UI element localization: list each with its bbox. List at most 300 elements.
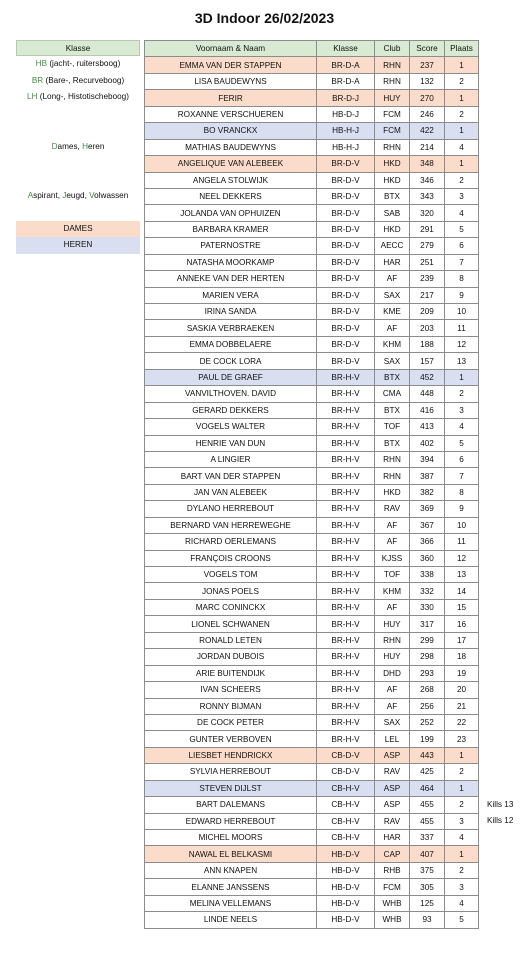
- table-row: [145, 90, 479, 106]
- cell-name: RICHARD OERLEMANS: [145, 534, 317, 550]
- cell-club: HAR: [375, 830, 410, 846]
- table-row: [145, 188, 479, 204]
- cell-score: 338: [410, 567, 445, 583]
- cell-plaats: 10: [445, 304, 479, 320]
- cell-club: KJSS: [375, 550, 410, 566]
- cell-name: A LINGIER: [145, 451, 317, 467]
- cell-plaats: 2: [445, 386, 479, 402]
- cell-plaats: 4: [445, 895, 479, 911]
- cell-plaats: 1: [445, 846, 479, 862]
- table-row: [145, 402, 479, 418]
- cell-klasse: BR-H-V: [317, 649, 375, 665]
- cell-score: 299: [410, 632, 445, 648]
- cell-name: VOGELS WALTER: [145, 419, 317, 435]
- legend-text: olwassen: [94, 190, 129, 200]
- cell-score: 256: [410, 698, 445, 714]
- cell-score: 367: [410, 517, 445, 533]
- legend-text: eren: [88, 141, 105, 151]
- table-row: [145, 57, 479, 73]
- cell-name: IRINA SANDA: [145, 304, 317, 320]
- cell-score: 337: [410, 830, 445, 846]
- table-row: [145, 698, 479, 714]
- legend-item-br: [16, 73, 140, 89]
- table-row: [145, 879, 479, 895]
- column-header-score: Score: [410, 41, 445, 57]
- cell-club: AF: [375, 320, 410, 336]
- cell-name: MICHEL MOORS: [145, 830, 317, 846]
- cell-name: GERARD DEKKERS: [145, 402, 317, 418]
- cell-klasse: BR-D-V: [317, 271, 375, 287]
- cell-klasse: BR-H-V: [317, 386, 375, 402]
- cell-score: 382: [410, 484, 445, 500]
- cell-name: PATERNOSTRE: [145, 238, 317, 254]
- table-row: [145, 484, 479, 500]
- legend-text: eugd,: [66, 190, 90, 200]
- legend-spacer: [16, 204, 140, 220]
- cell-club: RHN: [375, 57, 410, 73]
- cell-score: 217: [410, 287, 445, 303]
- legend-text: ames,: [57, 141, 83, 151]
- cell-name: LIONEL SCHWANEN: [145, 616, 317, 632]
- table-row: [145, 419, 479, 435]
- cell-plaats: 9: [445, 501, 479, 517]
- cell-name: NATASHA MOORKAMP: [145, 254, 317, 270]
- cell-name: RONNY BIJMAN: [145, 698, 317, 714]
- cell-klasse: HB-H-J: [317, 139, 375, 155]
- cell-klasse: HB-D-J: [317, 106, 375, 122]
- table-row: [145, 336, 479, 352]
- cell-plaats: 21: [445, 698, 479, 714]
- cell-plaats: 2: [445, 764, 479, 780]
- cell-score: 132: [410, 73, 445, 89]
- cell-name: IVAN SCHEERS: [145, 682, 317, 698]
- table-row: [145, 813, 479, 829]
- cell-name: ANGELIQUE VAN ALEBEEK: [145, 156, 317, 172]
- table-row: [145, 764, 479, 780]
- cell-club: HKD: [375, 156, 410, 172]
- legend-dames-heren: [16, 139, 140, 155]
- cell-plaats: 4: [445, 830, 479, 846]
- cell-score: 279: [410, 238, 445, 254]
- cell-klasse: BR-H-V: [317, 665, 375, 681]
- cell-plaats: 12: [445, 550, 479, 566]
- cell-club: AF: [375, 271, 410, 287]
- cell-name: BART VAN DER STAPPEN: [145, 468, 317, 484]
- cell-plaats: 3: [445, 813, 479, 829]
- cell-score: 452: [410, 369, 445, 385]
- cell-club: AF: [375, 534, 410, 550]
- cell-club: HKD: [375, 221, 410, 237]
- table-row: [145, 583, 479, 599]
- cell-club: SAX: [375, 714, 410, 730]
- cell-name: LIESBET HENDRICKX: [145, 747, 317, 763]
- legend-age-categories: [16, 188, 140, 204]
- cell-klasse: BR-D-V: [317, 287, 375, 303]
- cell-club: HAR: [375, 254, 410, 270]
- cell-name: HENRIE VAN DUN: [145, 435, 317, 451]
- legend-code: H: [82, 141, 89, 151]
- cell-plaats: 17: [445, 632, 479, 648]
- cell-score: 251: [410, 254, 445, 270]
- cell-score: 188: [410, 336, 445, 352]
- cell-plaats: 12: [445, 336, 479, 352]
- cell-name: PAUL DE GRAEF: [145, 369, 317, 385]
- cell-score: 270: [410, 90, 445, 106]
- table-row: [145, 912, 479, 928]
- cell-klasse: BR-H-V: [317, 468, 375, 484]
- legend-header: Klasse: [16, 40, 140, 56]
- cell-name: MELINA VELLEMANS: [145, 895, 317, 911]
- cell-plaats: 8: [445, 484, 479, 500]
- cell-klasse: HB-D-V: [317, 912, 375, 928]
- table-row: [145, 714, 479, 730]
- cell-plaats: 1: [445, 57, 479, 73]
- cell-club: CMA: [375, 386, 410, 402]
- cell-plaats: 5: [445, 912, 479, 928]
- cell-name: FERIR: [145, 90, 317, 106]
- cell-club: ASP: [375, 780, 410, 796]
- cell-club: AF: [375, 517, 410, 533]
- cell-plaats: 1: [445, 747, 479, 763]
- cell-plaats: 15: [445, 599, 479, 615]
- cell-name: LISA BAUDEWYNS: [145, 73, 317, 89]
- cell-klasse: CB-H-V: [317, 797, 375, 813]
- cell-score: 455: [410, 813, 445, 829]
- table-row: [145, 517, 479, 533]
- table-row: [145, 846, 479, 862]
- cell-name: VANVILTHOVEN. DAVID: [145, 386, 317, 402]
- cell-klasse: HB-D-V: [317, 846, 375, 862]
- cell-name: MARIEN VERA: [145, 287, 317, 303]
- cell-club: RAV: [375, 813, 410, 829]
- cell-club: AF: [375, 682, 410, 698]
- table-header-row: [145, 41, 479, 57]
- cell-club: ASP: [375, 797, 410, 813]
- cell-name: BART DALEMANS: [145, 797, 317, 813]
- cell-score: 343: [410, 188, 445, 204]
- table-row: [145, 172, 479, 188]
- cell-klasse: BR-H-V: [317, 599, 375, 615]
- page-title: 3D Indoor 26/02/2023: [194, 10, 335, 26]
- cell-klasse: BR-H-V: [317, 567, 375, 583]
- cell-score: 413: [410, 419, 445, 435]
- table-row: [145, 320, 479, 336]
- cell-score: 346: [410, 172, 445, 188]
- cell-score: 298: [410, 649, 445, 665]
- table-row: [145, 599, 479, 615]
- cell-club: AF: [375, 698, 410, 714]
- table-row: [145, 550, 479, 566]
- cell-name: BO VRANCKX: [145, 123, 317, 139]
- cell-plaats: 2: [445, 172, 479, 188]
- cell-plaats: 22: [445, 714, 479, 730]
- table-row: [145, 731, 479, 747]
- cell-klasse: BR-H-V: [317, 534, 375, 550]
- legend-text: (Bare-, Recurveboog): [43, 75, 125, 85]
- cell-name: EDWARD HERREBOUT: [145, 813, 317, 829]
- cell-score: 203: [410, 320, 445, 336]
- legend-spacer: [16, 106, 140, 122]
- cell-name: ROXANNE VERSCHUEREN: [145, 106, 317, 122]
- cell-score: 464: [410, 780, 445, 796]
- table-row: [145, 205, 479, 221]
- cell-club: KHM: [375, 336, 410, 352]
- cell-score: 199: [410, 731, 445, 747]
- column-header-klasse: Klasse: [317, 41, 375, 57]
- cell-score: 387: [410, 468, 445, 484]
- cell-club: SAX: [375, 353, 410, 369]
- cell-name: DE COCK PETER: [145, 714, 317, 730]
- cell-score: 93: [410, 912, 445, 928]
- cell-klasse: CB-D-V: [317, 747, 375, 763]
- cell-score: 394: [410, 451, 445, 467]
- cell-klasse: BR-D-V: [317, 205, 375, 221]
- cell-plaats: 4: [445, 419, 479, 435]
- cell-club: ASP: [375, 747, 410, 763]
- cell-name: DE COCK LORA: [145, 353, 317, 369]
- cell-name: JORDAN DUBOIS: [145, 649, 317, 665]
- cell-score: 214: [410, 139, 445, 155]
- cell-klasse: CB-H-V: [317, 830, 375, 846]
- cell-club: RHN: [375, 632, 410, 648]
- cell-plaats: 11: [445, 320, 479, 336]
- cell-score: 239: [410, 271, 445, 287]
- cell-name: ARIE BUITENDIJK: [145, 665, 317, 681]
- table-row: [145, 304, 479, 320]
- legend-code: A: [27, 190, 34, 200]
- cell-score: 407: [410, 846, 445, 862]
- table-row: [145, 682, 479, 698]
- cell-plaats: 1: [445, 780, 479, 796]
- cell-klasse: BR-H-V: [317, 419, 375, 435]
- legend-code: LH: [27, 92, 38, 102]
- cell-plaats: 14: [445, 583, 479, 599]
- legend-code: HB: [35, 59, 48, 69]
- cell-club: BTX: [375, 188, 410, 204]
- cell-club: RHB: [375, 862, 410, 878]
- table-row: [145, 221, 479, 237]
- legend-text: (jacht-, ruitersboog): [47, 59, 121, 69]
- table-row: [145, 156, 479, 172]
- cell-name: ELANNE JANSSENS: [145, 879, 317, 895]
- tiebreak-note: Kills 12: [487, 816, 514, 826]
- cell-club: WHB: [375, 895, 410, 911]
- cell-plaats: 18: [445, 649, 479, 665]
- cell-score: 402: [410, 435, 445, 451]
- cell-score: 443: [410, 747, 445, 763]
- cell-score: 348: [410, 156, 445, 172]
- table-row: [145, 747, 479, 763]
- cell-name: JONAS POELS: [145, 583, 317, 599]
- cell-name: GUNTER VERBOVEN: [145, 731, 317, 747]
- cell-score: 320: [410, 205, 445, 221]
- cell-plaats: 2: [445, 73, 479, 89]
- cell-score: 366: [410, 534, 445, 550]
- cell-score: 375: [410, 862, 445, 878]
- legend: [16, 40, 140, 254]
- table-row: [145, 238, 479, 254]
- cell-score: 332: [410, 583, 445, 599]
- table-row: [145, 616, 479, 632]
- cell-club: BTX: [375, 369, 410, 385]
- cell-club: FCM: [375, 879, 410, 895]
- cell-score: 455: [410, 797, 445, 813]
- table-row: [145, 254, 479, 270]
- legend-spacer: [16, 122, 140, 138]
- cell-club: WHB: [375, 912, 410, 928]
- cell-club: AECC: [375, 238, 410, 254]
- cell-name: MARC CONINCKX: [145, 599, 317, 615]
- cell-klasse: BR-H-V: [317, 402, 375, 418]
- cell-name: DYLANO HERREBOUT: [145, 501, 317, 517]
- cell-klasse: BR-D-V: [317, 156, 375, 172]
- cell-plaats: 2: [445, 106, 479, 122]
- cell-klasse: BR-H-V: [317, 369, 375, 385]
- cell-score: 448: [410, 386, 445, 402]
- legend-code: J: [62, 190, 67, 200]
- cell-klasse: BR-D-J: [317, 90, 375, 106]
- cell-klasse: BR-H-V: [317, 616, 375, 632]
- cell-klasse: BR-D-V: [317, 238, 375, 254]
- cell-score: 293: [410, 665, 445, 681]
- cell-klasse: BR-H-V: [317, 451, 375, 467]
- cell-klasse: BR-H-V: [317, 714, 375, 730]
- legend-spacer: [16, 172, 140, 188]
- table-row: [145, 451, 479, 467]
- table-row: [145, 435, 479, 451]
- cell-plaats: 4: [445, 139, 479, 155]
- cell-klasse: BR-D-A: [317, 73, 375, 89]
- legend-code: V: [89, 190, 95, 200]
- cell-score: 425: [410, 764, 445, 780]
- cell-klasse: BR-D-V: [317, 336, 375, 352]
- cell-club: KHM: [375, 583, 410, 599]
- column-header-name: Voornaam & Naam: [145, 41, 317, 57]
- table-row: [145, 287, 479, 303]
- cell-score: 369: [410, 501, 445, 517]
- cell-klasse: HB-D-V: [317, 862, 375, 878]
- cell-club: FCM: [375, 106, 410, 122]
- cell-plaats: 16: [445, 616, 479, 632]
- cell-score: 330: [410, 599, 445, 615]
- table-row: [145, 106, 479, 122]
- cell-club: RHN: [375, 73, 410, 89]
- legend-code: D: [51, 141, 58, 151]
- cell-klasse: BR-H-V: [317, 501, 375, 517]
- cell-plaats: 3: [445, 879, 479, 895]
- legend-code: BR: [31, 75, 44, 85]
- cell-club: FCM: [375, 123, 410, 139]
- cell-name: EMMA DOBBELAERE: [145, 336, 317, 352]
- cell-club: RHN: [375, 468, 410, 484]
- cell-plaats: 4: [445, 205, 479, 221]
- cell-name: RONALD LETEN: [145, 632, 317, 648]
- cell-klasse: BR-H-V: [317, 632, 375, 648]
- cell-score: 317: [410, 616, 445, 632]
- cell-club: SAB: [375, 205, 410, 221]
- table-row: [145, 123, 479, 139]
- cell-klasse: CB-D-V: [317, 764, 375, 780]
- cell-score: 252: [410, 714, 445, 730]
- cell-plaats: 5: [445, 221, 479, 237]
- cell-name: BERNARD VAN HERREWEGHE: [145, 517, 317, 533]
- cell-plaats: 10: [445, 517, 479, 533]
- tiebreak-note: Kills 13: [487, 799, 514, 809]
- cell-club: RAV: [375, 764, 410, 780]
- cell-klasse: BR-H-V: [317, 731, 375, 747]
- cell-name: JOLANDA VAN OPHUIZEN: [145, 205, 317, 221]
- table-row: [145, 73, 479, 89]
- cell-club: HUY: [375, 649, 410, 665]
- table-row: [145, 895, 479, 911]
- cell-klasse: BR-D-V: [317, 172, 375, 188]
- cell-score: 422: [410, 123, 445, 139]
- table-row: [145, 649, 479, 665]
- cell-club: RHN: [375, 451, 410, 467]
- cell-name: NEEL DEKKERS: [145, 188, 317, 204]
- table-row: [145, 632, 479, 648]
- cell-name: FRANÇOIS CROONS: [145, 550, 317, 566]
- table-body: [145, 57, 479, 928]
- column-header-plaats: Plaats: [445, 41, 479, 57]
- cell-club: RAV: [375, 501, 410, 517]
- table-row: [145, 862, 479, 878]
- cell-name: ANGELA STOLWIJK: [145, 172, 317, 188]
- cell-score: 157: [410, 353, 445, 369]
- cell-score: 291: [410, 221, 445, 237]
- cell-name: STEVEN DIJLST: [145, 780, 317, 796]
- cell-club: DHD: [375, 665, 410, 681]
- cell-klasse: BR-H-V: [317, 517, 375, 533]
- cell-plaats: 20: [445, 682, 479, 698]
- legend-item-hb: [16, 56, 140, 72]
- cell-plaats: 19: [445, 665, 479, 681]
- cell-score: 237: [410, 57, 445, 73]
- cell-klasse: BR-H-V: [317, 435, 375, 451]
- table-row: [145, 665, 479, 681]
- cell-name: SASKIA VERBRAEKEN: [145, 320, 317, 336]
- legend-spacer: [16, 155, 140, 171]
- legend-heren-swatch: HEREN: [16, 237, 140, 253]
- table-row: [145, 271, 479, 287]
- cell-plaats: 1: [445, 156, 479, 172]
- cell-club: SAX: [375, 287, 410, 303]
- cell-club: BTX: [375, 435, 410, 451]
- cell-klasse: BR-D-V: [317, 353, 375, 369]
- column-header-club: Club: [375, 41, 410, 57]
- cell-score: 305: [410, 879, 445, 895]
- cell-name: NAWAL EL BELKASMI: [145, 846, 317, 862]
- cell-plaats: 2: [445, 862, 479, 878]
- cell-club: LEL: [375, 731, 410, 747]
- table-row: [145, 139, 479, 155]
- legend-text: spirant,: [33, 190, 63, 200]
- cell-score: 360: [410, 550, 445, 566]
- cell-plaats: 6: [445, 238, 479, 254]
- cell-plaats: 1: [445, 123, 479, 139]
- cell-plaats: 2: [445, 797, 479, 813]
- cell-klasse: BR-H-V: [317, 682, 375, 698]
- cell-klasse: BR-D-V: [317, 188, 375, 204]
- cell-klasse: HB-H-J: [317, 123, 375, 139]
- cell-club: TOF: [375, 567, 410, 583]
- cell-plaats: 3: [445, 402, 479, 418]
- cell-name: BARBARA KRAMER: [145, 221, 317, 237]
- legend-text: (Long-, Histotischeboog): [37, 92, 129, 102]
- cell-score: 125: [410, 895, 445, 911]
- cell-klasse: BR-D-V: [317, 221, 375, 237]
- cell-plaats: 7: [445, 468, 479, 484]
